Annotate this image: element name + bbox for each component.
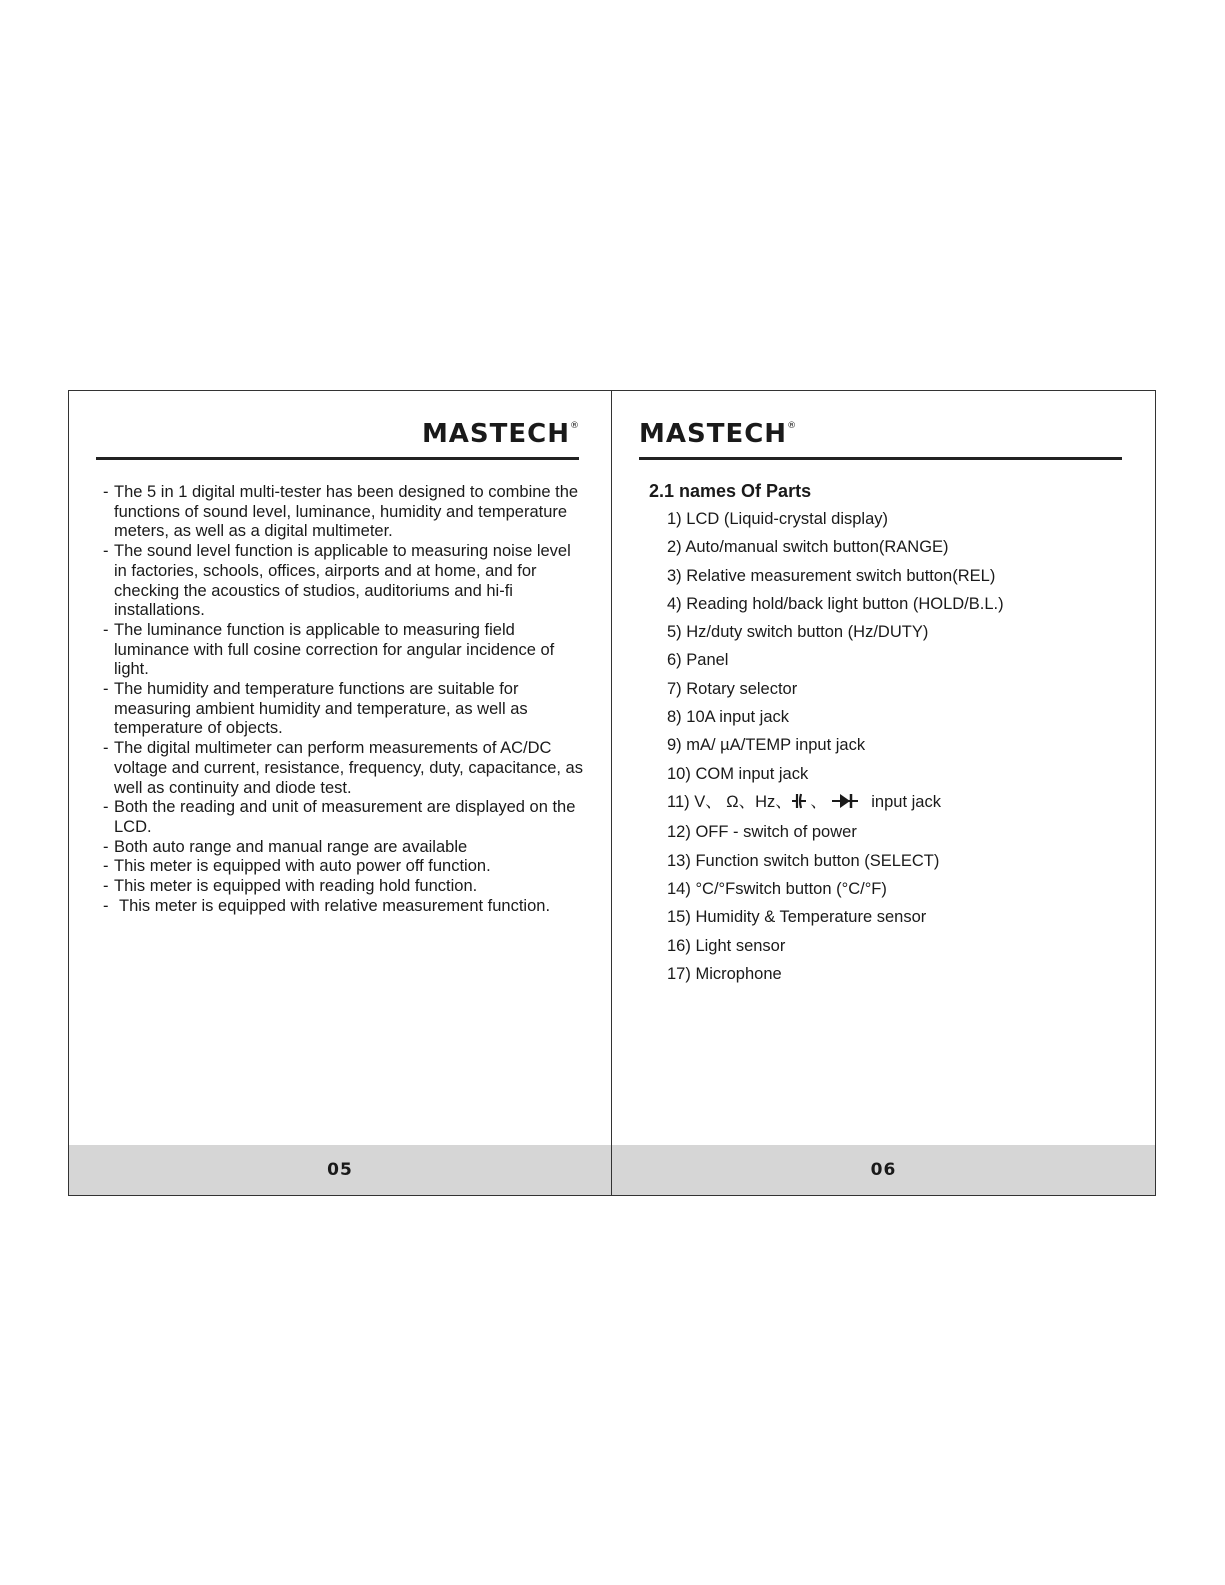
header-rule <box>96 457 579 460</box>
part-item: 5) Hz/duty switch button (Hz/DUTY) <box>667 623 929 642</box>
part-item: 16) Light sensor <box>667 936 786 955</box>
brand-logo: MASTECH® <box>421 419 579 449</box>
capacitor-icon <box>792 793 806 809</box>
feature-item: - This meter is equipped with auto power off function. <box>103 857 491 876</box>
feature-list <box>103 483 583 916</box>
feature-item: - The digital multimeter can perform measurements of AC/DC voltage and current, resistance, frequency, duty, capacitance, as well as continuity and diode test. <box>103 739 583 797</box>
part-item: 13) Function switch button (SELECT) <box>667 851 940 870</box>
feature-item: - The sound level function is applicable to measuring noise level in factories, schools, offices, airports and at home, and for checking the acoustics of studios, auditoriums and hi-fi installations. <box>103 542 571 620</box>
part-item: 1) LCD (Liquid-crystal display) <box>667 510 888 528</box>
feature-item: - The luminance function is applicable to measuring field luminance with full cosine correction for angular incidence of light. <box>103 620 555 679</box>
page-number: 06 <box>870 1160 897 1180</box>
feature-item: - The 5 in 1 digital multi-tester has been designed to combine the functions of sound level, luminance, humidity and temperature meters, as well as a digital multimeter. <box>103 483 579 541</box>
part-item: 7) Rotary selector <box>667 679 798 698</box>
part-item: 14) °C/°Fswitch button (°C/°F) <box>667 880 887 899</box>
manual-spread <box>68 390 1156 1196</box>
part-item: 8) 10A input jack <box>667 708 790 727</box>
page-footer <box>69 1145 611 1195</box>
feature-item: - Both auto range and manual range are available <box>103 837 468 856</box>
feature-item: - The humidity and temperature functions are suitable for measuring ambient humidity and temperature, as well as temperature of objects. <box>103 680 528 738</box>
part-item: 10) COM input jack <box>667 764 809 783</box>
part-item: 3) Relative measurement switch button(REL) <box>667 566 996 585</box>
part-item: 2) Auto/manual switch button(RANGE) <box>667 538 949 557</box>
part-item: 12) OFF - switch of power <box>667 823 857 842</box>
part-item: 15) Humidity & Temperature sensor <box>667 908 927 927</box>
part-item: 9) mA/ µA/TEMP input jack <box>667 736 866 755</box>
section-title: 2.1 names Of Parts <box>649 481 812 501</box>
header-rule <box>639 457 1122 460</box>
feature-item: - This meter is equipped with reading hold function. <box>103 877 478 896</box>
feature-item: - This meter is equipped with relative measurement function. <box>103 896 551 915</box>
parts-list <box>667 509 1004 992</box>
page-05 <box>69 391 612 1195</box>
part-item: 11) V、 Ω、Hz、 、 input jack <box>667 792 941 811</box>
part-item: 4) Reading hold/back light button (HOLD/B.L.) <box>667 594 1004 613</box>
feature-item: - Both the reading and unit of measurement are displayed on the LCD. <box>103 798 576 836</box>
brand-logo: MASTECH® <box>639 419 797 449</box>
part-item: 6) Panel <box>667 651 729 670</box>
diode-icon <box>832 793 858 809</box>
page-number: 05 <box>327 1160 353 1180</box>
page-06 <box>612 391 1155 1195</box>
page-footer <box>612 1145 1155 1195</box>
part-item: 17) Microphone <box>667 964 782 983</box>
